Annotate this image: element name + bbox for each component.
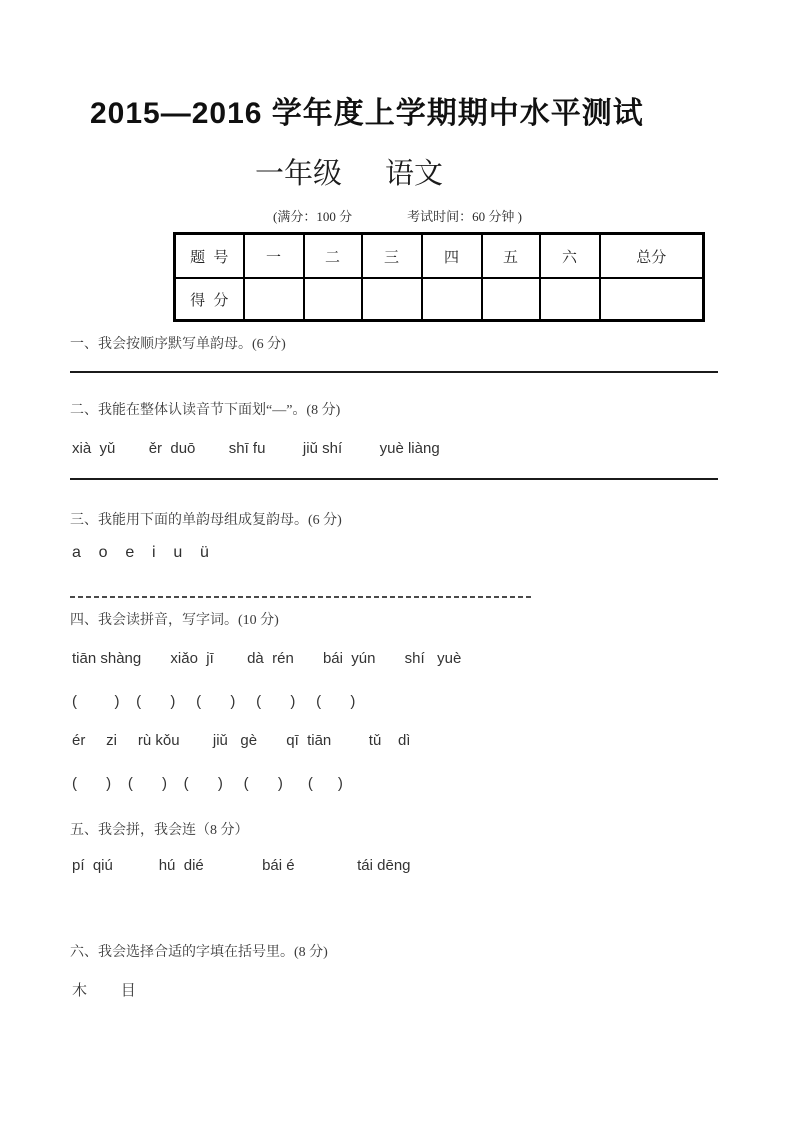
page-title: 2015—2016 学年度上学期期中水平测试	[90, 97, 644, 130]
section-5-heading: 五、我会拼，我会连（8 分）	[70, 823, 249, 838]
full-score-label: (满分：100 分	[273, 209, 353, 224]
section-4-answer-parens-1: ( ) ( ) ( ) ( ) ( )	[72, 693, 356, 710]
section-4-pinyin-row-1: tiān shàng xiǎo jī dà rén bái yún shí yuè	[72, 650, 462, 667]
section-4-heading: 四、我会读拼音，写字词。(10 分)	[70, 613, 279, 628]
score-table	[173, 232, 705, 322]
question-col-3: 三	[362, 234, 422, 279]
score-table-score-row	[175, 278, 704, 321]
score-table-header-row	[175, 234, 704, 279]
section-3-vowel-row: a o e i u ü	[72, 544, 209, 561]
section-5-pinyin-row: pí qiú hú dié bái é tái dēng	[72, 857, 411, 874]
section-4-answer-parens-2: ( ) ( ) ( ) ( ) ( )	[72, 775, 343, 792]
question-number-label: 题 号	[175, 234, 244, 279]
question-col-4: 四	[422, 234, 482, 279]
section-6-heading: 六、我会选择合适的字填在括号里。(8 分)	[70, 945, 328, 960]
question-col-2: 二	[304, 234, 362, 279]
section-2-heading: 二、我能在整体认读音节下面划“—”。(8 分)	[70, 403, 341, 418]
section-4-pinyin-row-2: ér zi rù kǒu jiǔ gè qī tiān tǔ dì	[72, 732, 411, 749]
dashed-divider	[70, 596, 532, 598]
section-2-pinyin-row: xià yǔ ěr duō shī fu jiǔ shí yuè liàng	[72, 440, 440, 457]
score-cell-3	[362, 278, 422, 321]
score-cell-5	[482, 278, 540, 321]
exam-info	[273, 206, 522, 225]
answer-blank-line-2	[70, 478, 718, 480]
answer-blank-line-1	[70, 371, 718, 373]
question-col-1: 一	[244, 234, 304, 279]
question-col-5: 五	[482, 234, 540, 279]
score-cell-4	[422, 278, 482, 321]
score-cell-1	[244, 278, 304, 321]
section-1-heading: 一、我会按顺序默写单韵母。(6 分)	[70, 337, 286, 352]
section-6-character-options: 木 目	[72, 983, 136, 999]
grade-label: 一年级	[255, 158, 343, 190]
exam-time-label: 考试时间：60 分钟 )	[407, 209, 522, 224]
section-3-heading: 三、我能用下面的单韵母组成复韵母。(6 分)	[70, 513, 342, 528]
subject-label: 语文	[385, 158, 444, 190]
score-cell-2	[304, 278, 362, 321]
score-cell-6	[540, 278, 600, 321]
score-cell-total	[600, 278, 704, 321]
total-score-label: 总分	[600, 234, 704, 279]
score-label: 得 分	[175, 278, 244, 321]
question-col-6: 六	[540, 234, 600, 279]
subtitle	[255, 158, 443, 191]
